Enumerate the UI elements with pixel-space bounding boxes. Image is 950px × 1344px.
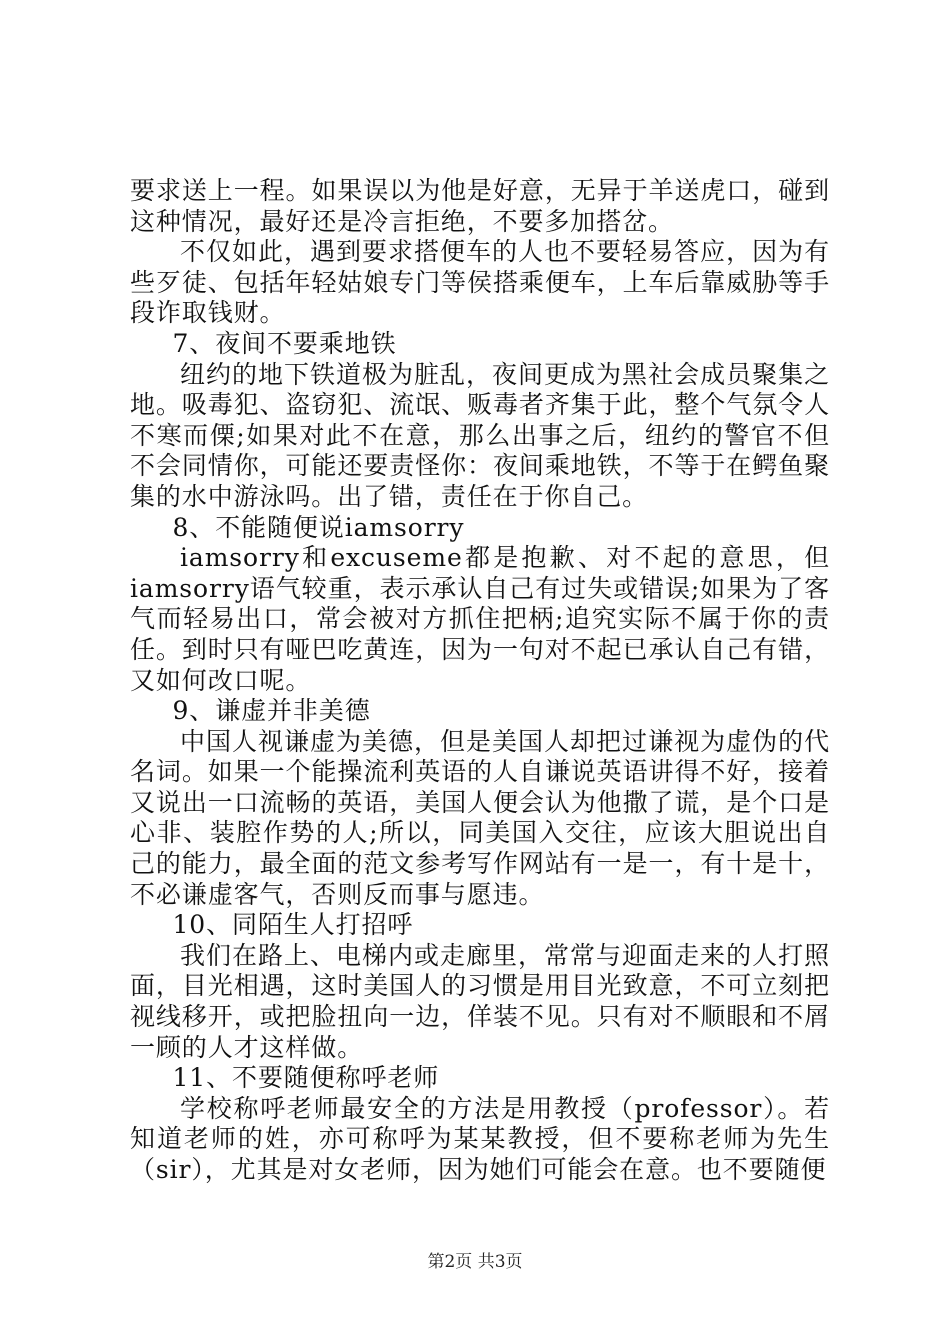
paragraph-addressing-teachers: 学校称呼老师最安全的方法是用教授（professor）。若知道老师的姓，亦可称呼为某某教授，但不要称老师为先生（sir），尤其是对女老师，因为她们可能会在意。也不要随便: [130, 1093, 830, 1184]
section-heading-7: 7、夜间不要乘地铁: [172, 328, 397, 358]
section-heading-9: 9、谦虚并非美德: [172, 696, 371, 726]
paragraph-hitchhiker-warning: 不仅如此，遇到要求搭便车的人也不要轻易答应，因为有些歹徒、包括年轻姑娘专门等侯搭乘便车，上车后靠威胁等手段诈取钱财。: [130, 237, 830, 328]
paragraph-continuation: 要求送上一程。如果误以为他是好意，无异于羊送虎口，碰到这种情况，最好还是冷言拒绝，不要多加搭岔。: [130, 176, 830, 236]
page-number-footer: 第2页 共3页: [427, 1252, 523, 1272]
paragraph-modesty: 中国人视谦虚为美德，但是美国人却把过谦视为虚伪的代名词。如果一个能操流利英语的人自谦说英语讲得不好，接着又说出一口流畅的英语，美国人便会认为他撒了谎，是个口是心非、装腔作势的人;所以，同美国入交往，应该大胆说出自己的能力，最全面的范文参考写作网站有一是一，有十是十，不必谦虚客气，否则反而事与愿违。: [130, 726, 830, 909]
document-body: [130, 176, 830, 1186]
section-heading-8: 8、不能随便说iamsorry: [172, 512, 465, 542]
section-heading-10: 10、同陌生人打招呼: [172, 910, 414, 940]
paragraph-subway: 纽约的地下铁道极为脏乱，夜间更成为黑社会成员聚集之地。吸毒犯、盗窃犯、流氓、贩毒者齐集于此，整个气氛令人不寒而傈;如果对此不在意，那么出事之后，纽约的警官不但不会同情你，可能还要责怪你：夜间乘地铁，不等于在鳄鱼聚集的水中游泳吗。出了错，责任在于你自己。: [130, 359, 830, 511]
paragraph-greeting-strangers: 我们在路上、电梯内或走廊里，常常与迎面走来的人打照面，目光相遇，这时美国人的习惯是用目光致意，不可立刻把视线移开，或把脸扭向一边，佯装不见。只有对不顺眼和不屑一顾的人才这样做。: [130, 940, 830, 1062]
section-heading-11: 11、不要随便称呼老师: [172, 1063, 440, 1093]
paragraph-iamsorry: iamsorry和excuseme都是抱歉、对不起的意思，但iamsorry语气较重，表示承认自己有过失或错误;如果为了客气而轻易出口，常会被对方抓住把柄;追究实际不属于你的责任。到时只有哑巴吃黄连，因为一句对不起已承认自己有错，又如何改口呢。: [130, 543, 830, 695]
